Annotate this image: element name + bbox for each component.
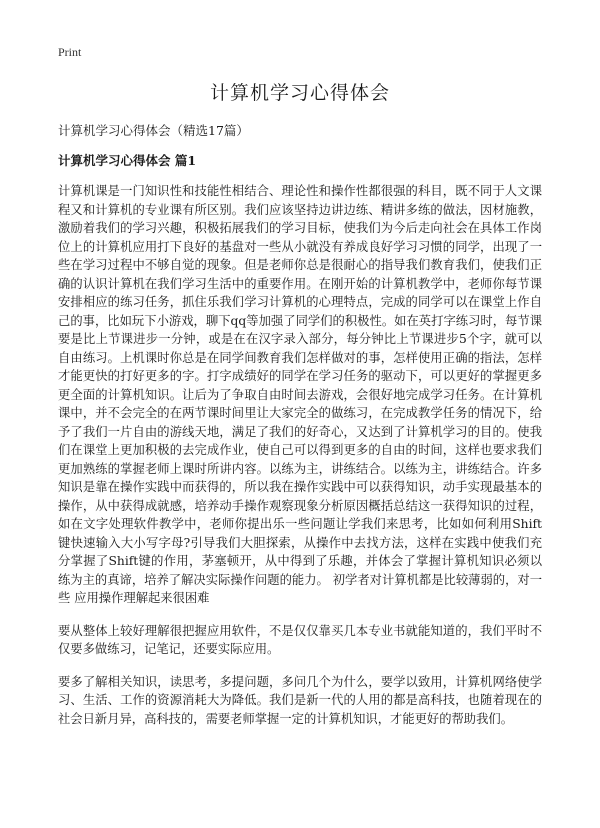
body-paragraph: 要多了解相关知识，读思考，多提问题，多问几个为什么，要学以致用，计算机网络使学习、生活、工作的资源消耗大为降低。我们是新一代的人用的都是高科技，也随着现在的社会日新月异，高科技的，需要老师掌握一定的计算机知识，才能更好的帮助我们。 [58,674,542,726]
section-heading: 计算机学习心得体会 篇1 [58,153,197,168]
page-title: 计算机学习心得体会 [209,82,390,104]
print-link[interactable]: Print [58,45,82,59]
document-subtitle: 计算机学习心得体会（精选17篇） [58,123,249,138]
body-paragraph: 要从整体上较好理解很把握应用软件，不是仅仅靠买几本专业书就能知道的，我们平时不仅要多做练习，记笔记，还要实际应用。 [58,623,542,656]
body-paragraph: 计算机课是一门知识性和技能性相结合、理论性和操作性都很强的科目，既不同于人文课程又和计算机的专业课有所区别。我们应该坚持边讲边练、精讲多练的做法，因材施教，激励着我们的学习兴趣，积极拓展我们的学习目标，使我们为今后走向社会在具体工作岗位上的计算机应用打下良好的基盘对一些从小就没有养成良好学习习惯的同学，出现了一些在学习过程中不够自觉的现象。但是老师你总是很耐心的指导我们教育我们，使我们正确的认识计算机在我们学习生活中的重要作用。在刚开始的计算机教学中，老师你每节课安排相应的练习任务，抓住乐我们学习计算机的心理特点，完成的同学可以在课堂上作自己的事，比如玩下小游戏，聊下qq等加强了同学们的积极性。如在英打字练习时，每节课要是比上节课进步一分钟，或是在在汉字录入部分，每分钟比上节课进步5个字，就可以自由练习。上机课时你总是在同学间教育我们怎样做对的事，怎样使用正确的指法，怎样才能更快的打好更多的字。打字成绩好的同学在学习任务的驱动下，可以更好的掌握更多更全面的计算机知识。让后为了争取自由时间去游戏，会很好地完成学习任务。在计算机课中，并不会完全的在两节课时间里让大家完全的做练习，在完成教学任务的情况下，给予了我们一片自由的游线天地，满足了我们的好奇心，又达到了计算机学习的目的。使我们在课堂上更加积极的去完成作业，使自己可以得到更多的自由的时间，这样也要求我们更加熟练的掌握老师上课时所讲内容。以练为主，讲练结合。以练为主，讲练结合。许多知识是靠在操作实践中而获得的，所以我在操作实践中可以获得知识，动手实现最基本的操作，从中获得成就感，培养动手操作观察现象分析原因概括总结这一获得知识的过程，如在文字处理软件教学中，老师你提出乐一些问题让学我们来思考，比如如何利用Shift键快速输入大小写字母?引导我们大胆探索，从操作中去找方法，这样在实践中使我们充分掌握了Shift键的作用，茅塞顿开，从中得到了乐趣，并体会了掌握计算机知识必须以练为主的真谛，培养了解决实际操作问题的能力。 初学者对计算机都是比较薄弱的，对一些 应用操作理解起来很困难 [58,184,542,605]
